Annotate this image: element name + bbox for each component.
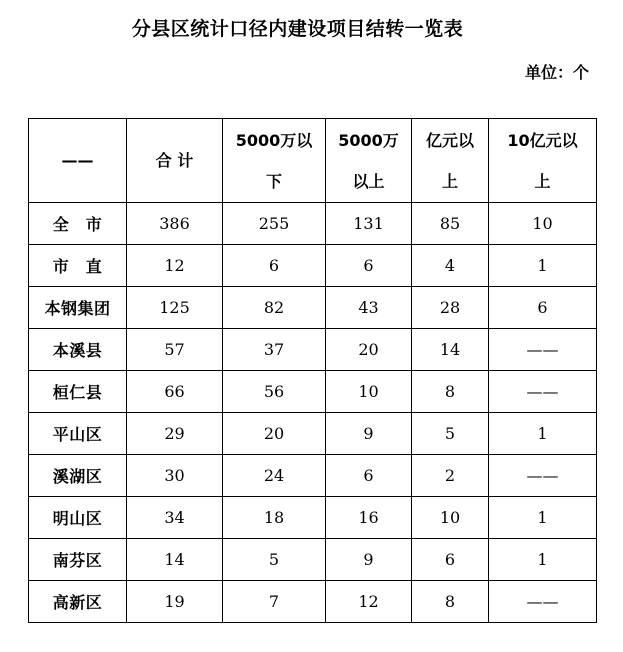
cell-above-1b: 1 [489,413,597,455]
cell-total: 29 [127,413,223,455]
cell-above-50m: 16 [326,497,412,539]
row-label: 高新区 [29,581,127,623]
cell-above-50m: 6 [326,245,412,287]
cell-above-50m: 6 [326,455,412,497]
cell-total: 57 [127,329,223,371]
cell-above-50m: 43 [326,287,412,329]
header-total-line-1: 合 计 [155,151,194,170]
cell-above-100m: 6 [412,539,489,581]
cell-above-100m: 8 [412,581,489,623]
cell-above-100m: 4 [412,245,489,287]
cell-above-50m: 131 [326,203,412,245]
header-above-1b-line-1: 10亿元以 [507,130,578,150]
cell-total: 30 [127,455,223,497]
row-label: 本溪县 [29,329,127,371]
cell-above-1b: —— [489,371,597,413]
header-below-50m-line-1: 5000万以 [235,130,313,150]
table-row [29,539,597,581]
header-row [29,119,597,203]
page-title: 分县区统计口径内建设项目结转一览表 [131,18,464,40]
statistics-table [28,118,597,623]
cell-above-50m: 20 [326,329,412,371]
table-row [29,203,597,245]
header-above-1b-line-2: 上 [534,171,551,191]
cell-below-50m: 18 [223,497,326,539]
cell-above-100m: 5 [412,413,489,455]
table-row [29,371,597,413]
row-label: 溪湖区 [29,455,127,497]
cell-above-100m: 8 [412,371,489,413]
cell-above-50m: 9 [326,539,412,581]
header-total [127,119,223,203]
cell-below-50m: 255 [223,203,326,245]
header-corner [29,119,127,203]
cell-above-100m: 28 [412,287,489,329]
cell-above-100m: 14 [412,329,489,371]
cell-above-50m: 9 [326,413,412,455]
row-label: 全 市 [29,203,127,245]
header-above-100m-line-1: 亿元以 [425,130,474,150]
header-above-100m-line-2: 上 [441,171,458,191]
cell-total: 125 [127,287,223,329]
header-above-50m-line-2: 以上 [352,171,385,191]
row-label: 本钢集团 [29,287,127,329]
header-above-1b [489,119,597,203]
table-row [29,455,597,497]
table-row [29,287,597,329]
cell-above-1b: 1 [489,245,597,287]
row-label: 明山区 [29,497,127,539]
table-row [29,329,597,371]
cell-total: 386 [127,203,223,245]
cell-above-100m: 85 [412,203,489,245]
cell-total: 66 [127,371,223,413]
header-above-50m [326,119,412,203]
cell-total: 19 [127,581,223,623]
cell-above-1b: —— [489,455,597,497]
cell-above-1b: 1 [489,497,597,539]
row-label: 市 直 [29,245,127,287]
table-row [29,245,597,287]
cell-below-50m: 20 [223,413,326,455]
table-row [29,497,597,539]
header-above-100m [412,119,489,203]
cell-total: 14 [127,539,223,581]
table-row [29,581,597,623]
cell-below-50m: 82 [223,287,326,329]
cell-above-1b: —— [489,581,597,623]
cell-above-1b: 6 [489,287,597,329]
header-below-50m-line-2: 下 [265,171,282,191]
cell-above-1b: 10 [489,203,597,245]
cell-above-50m: 12 [326,581,412,623]
header-corner-text: —— [61,151,94,170]
cell-above-1b: —— [489,329,597,371]
cell-total: 34 [127,497,223,539]
cell-above-1b: 1 [489,539,597,581]
cell-below-50m: 7 [223,581,326,623]
cell-below-50m: 24 [223,455,326,497]
cell-above-100m: 10 [412,497,489,539]
cell-below-50m: 37 [223,329,326,371]
row-label: 桓仁县 [29,371,127,413]
table-row [29,413,597,455]
cell-below-50m: 6 [223,245,326,287]
header-below-50m [223,119,326,203]
unit-label: 单位：个 [524,63,589,82]
row-label: 平山区 [29,413,127,455]
cell-below-50m: 56 [223,371,326,413]
cell-below-50m: 5 [223,539,326,581]
cell-above-100m: 2 [412,455,489,497]
cell-above-50m: 10 [326,371,412,413]
cell-total: 12 [127,245,223,287]
header-above-50m-line-1: 5000万 [338,130,399,150]
row-label: 南芬区 [29,539,127,581]
